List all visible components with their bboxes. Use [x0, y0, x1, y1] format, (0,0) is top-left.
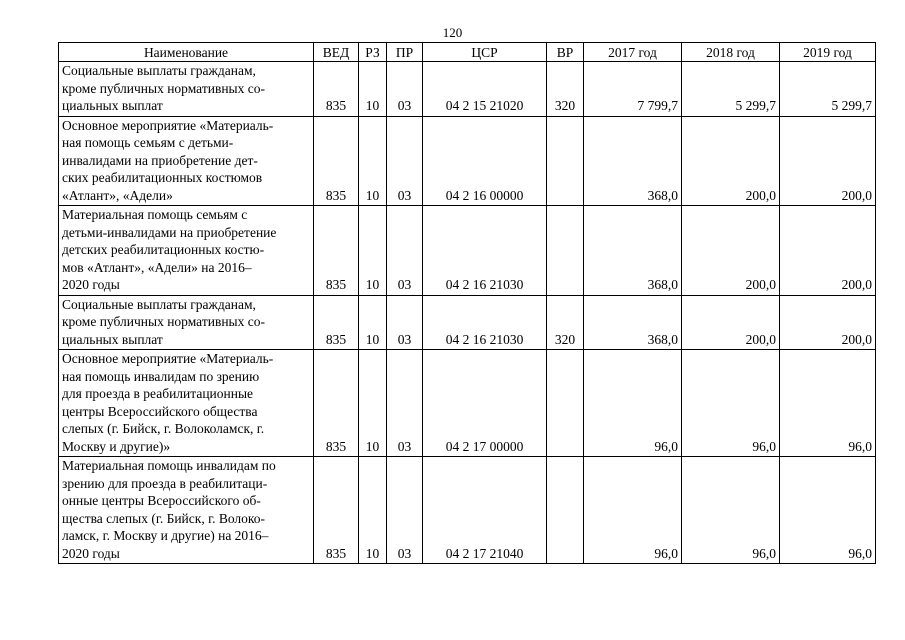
budget-table [58, 42, 876, 564]
row-2017: 96,0 [584, 457, 682, 564]
row-2018: 200,0 [682, 116, 780, 206]
row-rz: 10 [359, 206, 387, 296]
header-csr: ЦСР [423, 43, 547, 62]
table-row [59, 295, 876, 350]
header-pr: ПР [387, 43, 423, 62]
row-rz: 10 [359, 350, 387, 457]
row-pr: 03 [387, 295, 423, 350]
row-vr: 320 [547, 62, 584, 117]
row-2018: 96,0 [682, 350, 780, 457]
row-ved: 835 [314, 457, 359, 564]
row-csr: 04 2 16 00000 [423, 116, 547, 206]
row-vr [547, 116, 584, 206]
row-2019: 200,0 [780, 116, 876, 206]
row-2017: 368,0 [584, 295, 682, 350]
row-csr: 04 2 16 21030 [423, 295, 547, 350]
row-pr: 03 [387, 206, 423, 296]
row-name: Социальные выплаты гражданам, кроме публичных нормативных со- циальных выплат [59, 295, 314, 350]
row-rz: 10 [359, 295, 387, 350]
row-2019: 5 299,7 [780, 62, 876, 117]
row-name: Основное мероприятие «Материаль- ная помощь инвалидам по зрению для проезда в реабилитационные центры Всероссийского общества слепых (г. Бийск, г. Волоколамск, г. Москву и другие)» [59, 350, 314, 457]
row-vr [547, 457, 584, 564]
header-2018: 2018 год [682, 43, 780, 62]
row-2019: 96,0 [780, 350, 876, 457]
row-csr: 04 2 15 21020 [423, 62, 547, 117]
page-number: 120 [442, 25, 463, 40]
row-2017: 368,0 [584, 116, 682, 206]
row-name: Основное мероприятие «Материаль- ная помощь семьям с детьми- инвалидами на приобретение дет- ских реабилитационных костюмов «Атлант», «Адели» [59, 116, 314, 206]
row-vr: 320 [547, 295, 584, 350]
header-name: Наименование [59, 43, 314, 62]
row-ved: 835 [314, 206, 359, 296]
table-row [59, 457, 876, 564]
row-pr: 03 [387, 116, 423, 206]
table-row [59, 350, 876, 457]
row-ved: 835 [314, 295, 359, 350]
row-2017: 96,0 [584, 350, 682, 457]
row-vr [547, 206, 584, 296]
header-vr: ВР [547, 43, 584, 62]
row-rz: 10 [359, 457, 387, 564]
row-pr: 03 [387, 350, 423, 457]
row-name: Социальные выплаты гражданам, кроме публичных нормативных со- циальных выплат [59, 62, 314, 117]
row-2018: 96,0 [682, 457, 780, 564]
header-ved: ВЕД [314, 43, 359, 62]
row-name: Материальная помощь инвалидам по зрению для проезда в реабилитаци- онные центры Всероссийского об- щества слепых (г. Бийск, г. Волоко- ламск, г. Москву и другие) на 2016– 2020 годы [59, 457, 314, 564]
row-ved: 835 [314, 116, 359, 206]
row-2018: 5 299,7 [682, 62, 780, 117]
table-row [59, 206, 876, 296]
row-csr: 04 2 17 21040 [423, 457, 547, 564]
row-2019: 200,0 [780, 206, 876, 296]
row-rz: 10 [359, 62, 387, 117]
table-row [59, 116, 876, 206]
table-header-row [59, 43, 876, 62]
row-pr: 03 [387, 457, 423, 564]
row-ved: 835 [314, 350, 359, 457]
row-2018: 200,0 [682, 206, 780, 296]
row-2018: 200,0 [682, 295, 780, 350]
header-2017: 2017 год [584, 43, 682, 62]
row-csr: 04 2 17 00000 [423, 350, 547, 457]
row-2019: 200,0 [780, 295, 876, 350]
row-name: Материальная помощь семьям с детьми-инвалидами на приобретение детских реабилитационных костю- мов «Атлант», «Адели» на 2016– 2020 годы [59, 206, 314, 296]
table-row [59, 62, 876, 117]
row-rz: 10 [359, 116, 387, 206]
header-2019: 2019 год [780, 43, 876, 62]
header-rz: РЗ [359, 43, 387, 62]
row-2017: 368,0 [584, 206, 682, 296]
row-2017: 7 799,7 [584, 62, 682, 117]
row-2019: 96,0 [780, 457, 876, 564]
row-csr: 04 2 16 21030 [423, 206, 547, 296]
row-pr: 03 [387, 62, 423, 117]
row-ved: 835 [314, 62, 359, 117]
row-vr [547, 350, 584, 457]
